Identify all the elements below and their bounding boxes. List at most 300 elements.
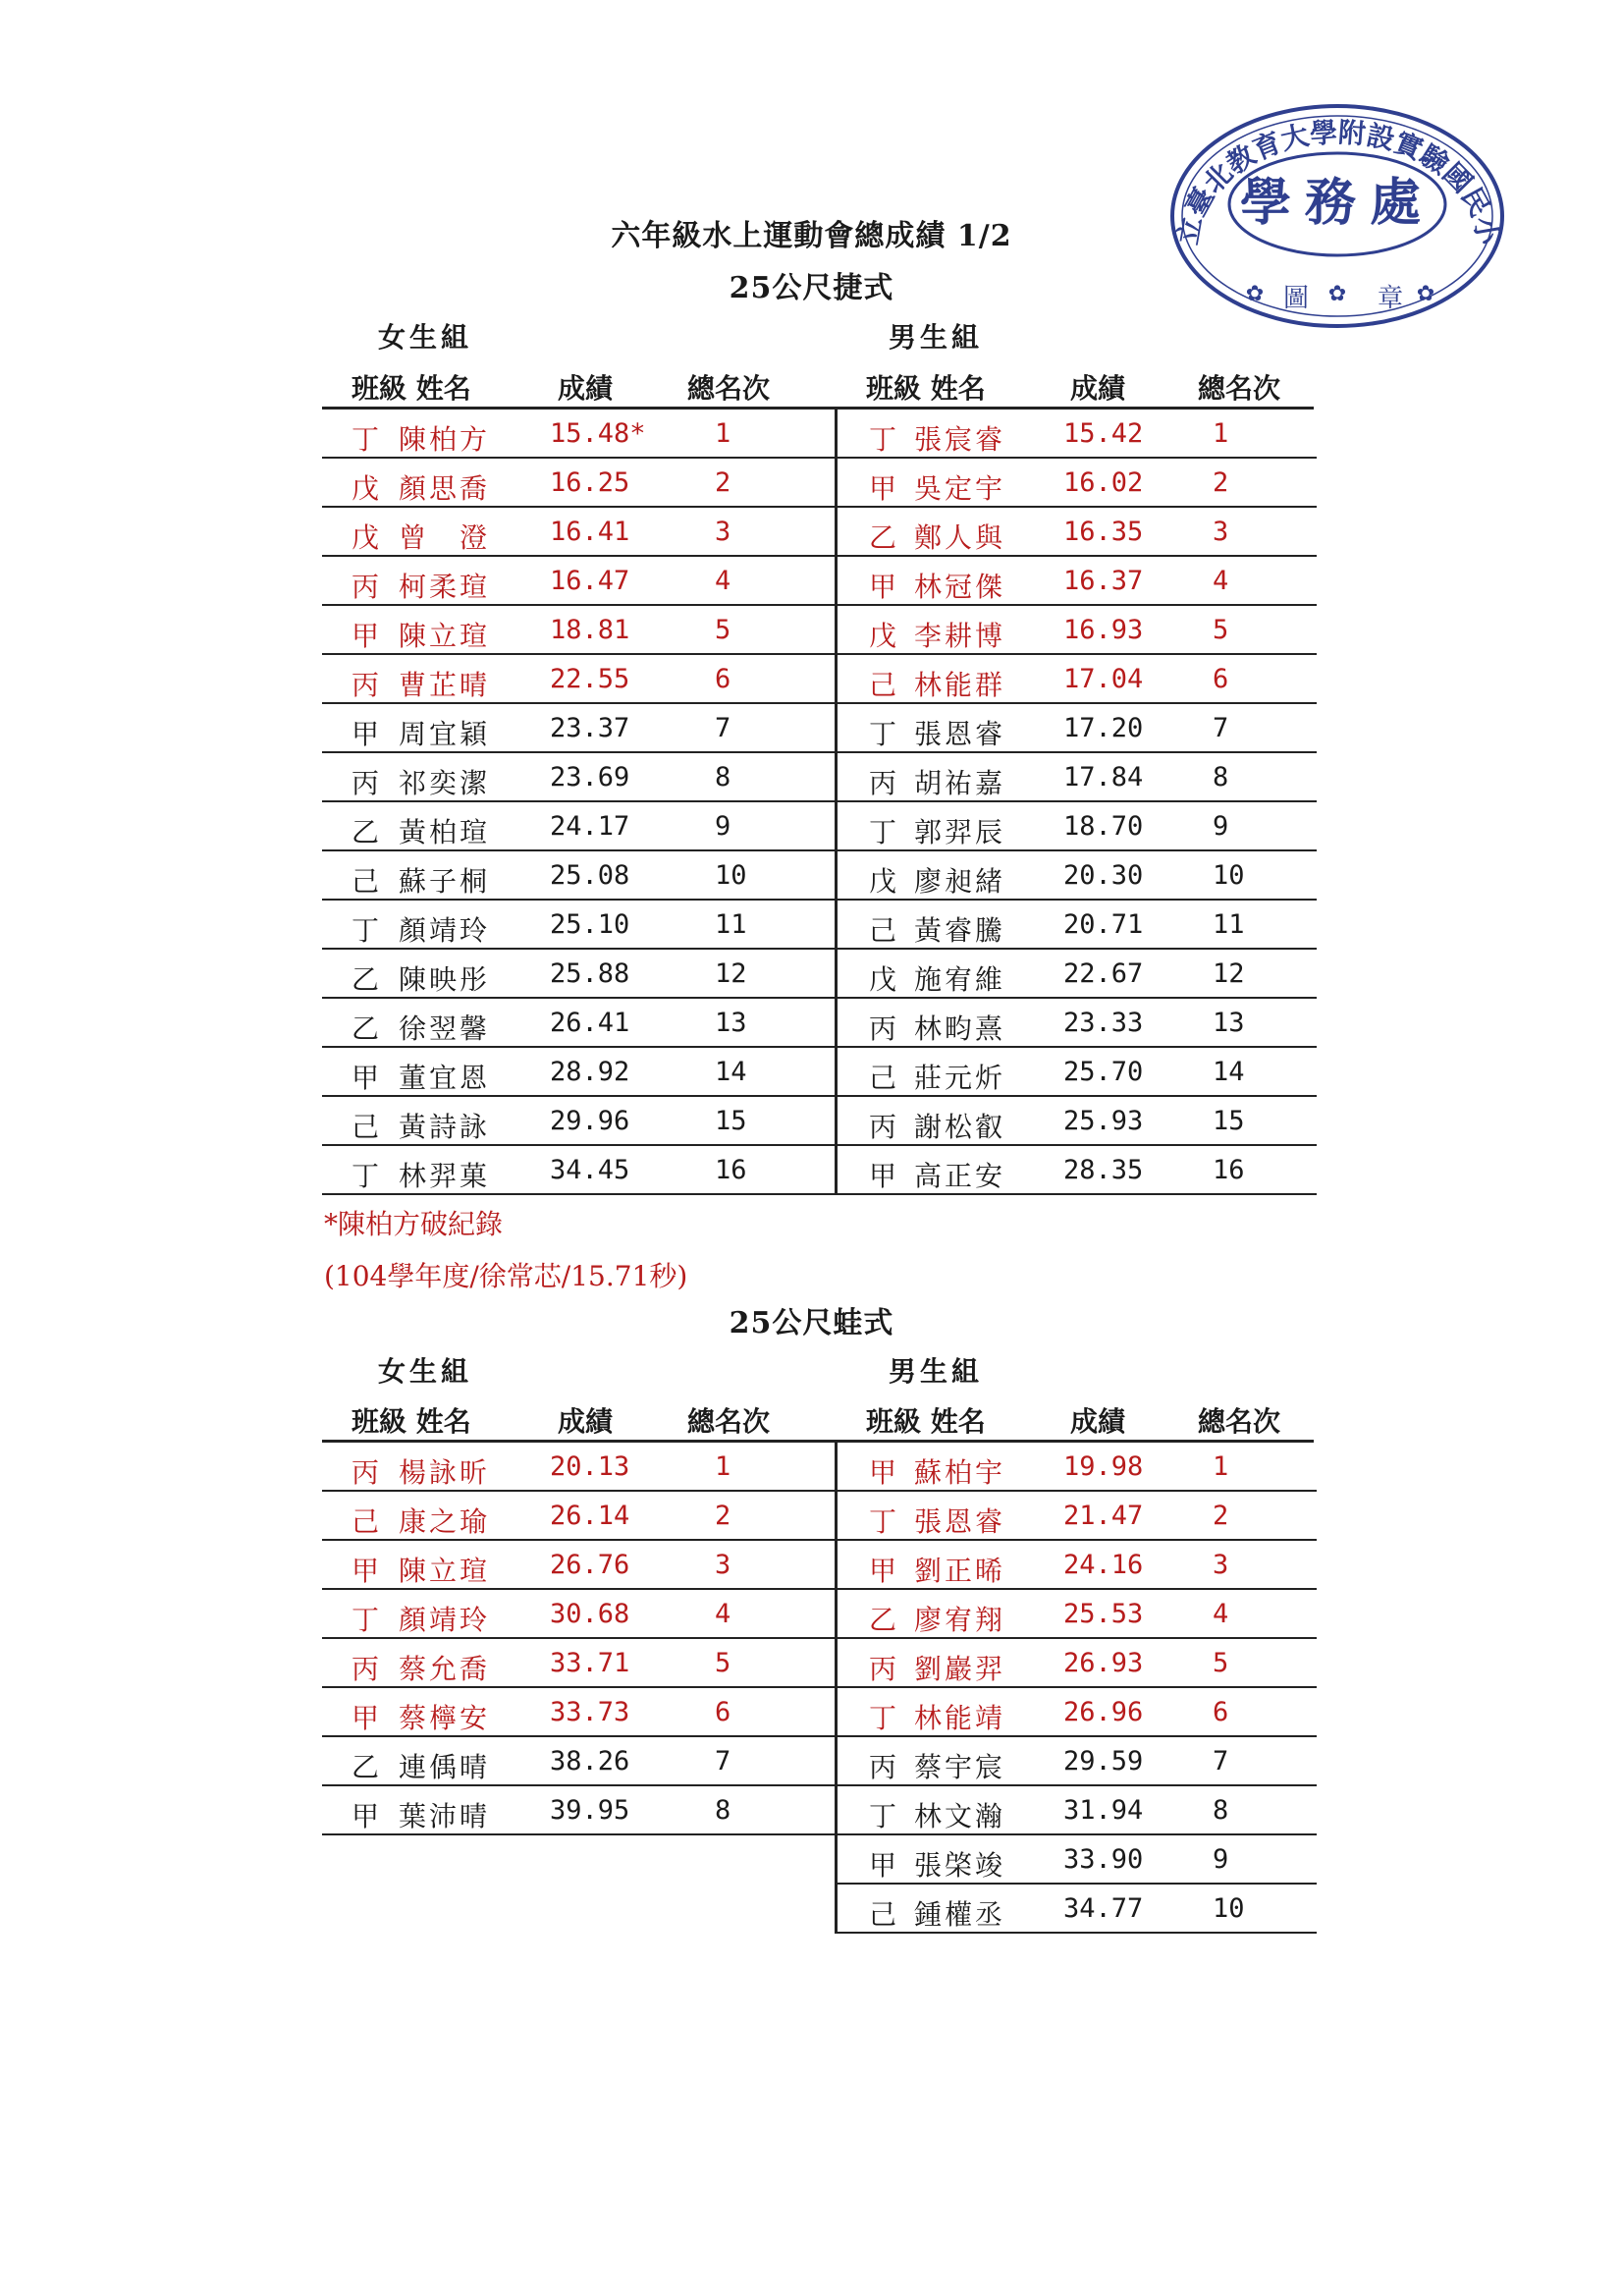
score-cell: 20.30	[1063, 860, 1144, 891]
girls-result	[322, 1737, 835, 1786]
table-row	[322, 1146, 1314, 1195]
student-name-cell: 廖宥翔	[914, 1604, 1006, 1636]
score-cell: 22.55	[550, 664, 630, 694]
table-row	[322, 999, 1314, 1048]
score-cell: 20.13	[550, 1451, 630, 1482]
rank-cell: 7	[1213, 1746, 1229, 1777]
table-body	[322, 1443, 1314, 1934]
score-header: 成績	[558, 372, 614, 405]
table-row	[322, 508, 1314, 557]
student-name-cell: 康之瑜	[399, 1505, 491, 1538]
class-cell: 丙	[352, 669, 380, 701]
rank-cell: 12	[1213, 958, 1245, 989]
score-cell: 20.71	[1063, 909, 1144, 940]
student-name-cell: 蔡允喬	[399, 1653, 491, 1685]
section-title-freestyle: 25公尺捷式	[729, 271, 894, 305]
student-name-cell: 陳立瑄	[399, 620, 491, 652]
seal-bottom-right-text: 章	[1377, 284, 1404, 313]
score-cell: 22.67	[1063, 958, 1144, 989]
girls-result	[322, 999, 835, 1048]
rank-cell: 8	[715, 1795, 731, 1826]
boys-result	[835, 1492, 1317, 1541]
class-cell: 戊	[869, 963, 897, 996]
rank-cell: 2	[715, 467, 731, 498]
student-name-cell: 張恩睿	[914, 1505, 1006, 1538]
score-cell: 17.04	[1063, 664, 1144, 694]
score-cell: 24.17	[550, 811, 630, 842]
class-cell: 甲	[352, 620, 380, 652]
student-name-cell: 祁奕潔	[399, 767, 491, 799]
student-name-cell: 林冠傑	[914, 571, 1006, 603]
student-name-cell: 顏靖玲	[399, 1604, 491, 1636]
student-name-cell: 曹芷晴	[399, 669, 491, 701]
rank-header: 總名次	[687, 1405, 771, 1438]
student-name-cell: 張恩睿	[914, 718, 1006, 750]
score-cell: 18.70	[1063, 811, 1144, 842]
rank-cell: 15	[715, 1106, 747, 1136]
rank-cell: 9	[715, 811, 731, 842]
rank-cell: 10	[1213, 1893, 1245, 1924]
table-row	[322, 410, 1314, 459]
class-cell: 乙	[869, 521, 897, 554]
seal-center-text: 學務處	[1239, 173, 1435, 233]
table-row	[322, 1737, 1314, 1786]
boys-result	[835, 1786, 1317, 1835]
rank-cell: 4	[715, 1599, 731, 1629]
boys-result	[835, 901, 1317, 950]
rank-cell: 9	[1213, 811, 1229, 842]
girls-result	[322, 802, 835, 851]
table-body	[322, 410, 1314, 1195]
rank-cell: 10	[1213, 860, 1245, 891]
score-header: 成績	[1070, 1405, 1126, 1438]
rank-header: 總名次	[1198, 1405, 1281, 1438]
table-row	[322, 753, 1314, 802]
student-name-cell: 顏靖玲	[399, 914, 491, 947]
table-row	[322, 1443, 1314, 1492]
section-title-breaststroke: 25公尺蛙式	[729, 1306, 894, 1340]
boys-result	[835, 459, 1317, 508]
class-cell: 丁	[869, 423, 897, 456]
student-name-cell: 林畇熹	[914, 1012, 1006, 1045]
class-cell: 丙	[352, 767, 380, 799]
boys-result	[835, 802, 1317, 851]
rank-cell: 3	[715, 1550, 731, 1580]
boys-result	[835, 410, 1317, 459]
girls-result	[322, 1097, 835, 1146]
girls-result	[322, 655, 835, 704]
class-cell: 乙	[352, 816, 380, 848]
boys-result	[835, 999, 1317, 1048]
rank-cell: 1	[1213, 418, 1229, 449]
student-name-cell: 鍾權丞	[914, 1898, 1006, 1931]
rank-cell: 6	[1213, 664, 1229, 694]
seal-flower-icon: ✿	[1416, 282, 1435, 306]
student-name-cell: 劉正晞	[914, 1555, 1006, 1587]
girls-result	[322, 851, 835, 901]
rank-cell: 7	[1213, 713, 1229, 743]
rank-cell: 11	[715, 909, 747, 940]
rank-cell: 13	[1213, 1008, 1245, 1038]
class-name-header: 班級 姓名	[866, 1405, 986, 1438]
seal-flower-icon: ✿	[1245, 282, 1265, 306]
student-name-cell: 黃詩詠	[399, 1111, 491, 1143]
class-cell: 甲	[352, 1702, 380, 1734]
student-name-cell: 林能靖	[914, 1702, 1006, 1734]
boys-result	[835, 606, 1317, 655]
girls-result	[322, 1541, 835, 1590]
score-cell: 16.37	[1063, 566, 1144, 596]
girls-result	[322, 1492, 835, 1541]
score-cell: 28.92	[550, 1057, 630, 1087]
score-cell: 26.96	[1063, 1697, 1144, 1727]
boys-result	[835, 1885, 1317, 1934]
class-cell: 戊	[869, 865, 897, 898]
class-cell: 丁	[869, 1800, 897, 1832]
score-cell: 25.10	[550, 909, 630, 940]
rank-cell: 13	[715, 1008, 747, 1038]
student-name-cell: 廖昶緒	[914, 865, 1006, 898]
score-cell: 16.41	[550, 517, 630, 547]
score-cell: 23.69	[550, 762, 630, 793]
score-cell: 21.47	[1063, 1501, 1144, 1531]
class-cell: 丁	[352, 1160, 380, 1192]
results-table-freestyle	[322, 361, 1314, 1195]
score-cell: 25.88	[550, 958, 630, 989]
student-name-cell: 黃柏瑄	[399, 816, 491, 848]
record-note: *陳柏方破紀錄	[324, 1208, 504, 1240]
class-cell: 乙	[352, 963, 380, 996]
class-cell: 己	[869, 914, 897, 947]
student-name-cell: 陳柏方	[399, 423, 491, 456]
student-name-cell: 連偊晴	[399, 1751, 491, 1783]
class-cell: 甲	[869, 1555, 897, 1587]
student-name-cell: 林能群	[914, 669, 1006, 701]
student-name-cell: 楊詠昕	[399, 1456, 491, 1489]
class-cell: 戊	[352, 472, 380, 505]
score-cell: 38.26	[550, 1746, 630, 1777]
student-name-cell: 李耕博	[914, 620, 1006, 652]
student-name-cell: 莊元炘	[914, 1062, 1006, 1094]
class-cell: 丁	[869, 1505, 897, 1538]
class-cell: 甲	[352, 1062, 380, 1094]
table-row	[322, 557, 1314, 606]
score-cell: 34.77	[1063, 1893, 1144, 1924]
seal-flower-icon: ✿	[1327, 282, 1347, 306]
student-name-cell: 曾 澄	[399, 521, 491, 554]
table-row	[322, 1048, 1314, 1097]
table-row	[322, 1541, 1314, 1590]
score-cell: 16.02	[1063, 467, 1144, 498]
table-row	[322, 1885, 1314, 1934]
class-cell: 丙	[869, 1653, 897, 1685]
boys-result	[835, 1590, 1317, 1639]
girls-result	[322, 557, 835, 606]
score-cell: 28.35	[1063, 1155, 1144, 1185]
table-header	[322, 1394, 1314, 1443]
rank-cell: 7	[715, 1746, 731, 1777]
table-row	[322, 1590, 1314, 1639]
student-name-cell: 張宸睿	[914, 423, 1006, 456]
table-row	[322, 802, 1314, 851]
boys-result	[835, 655, 1317, 704]
score-cell: 15.42	[1063, 418, 1144, 449]
class-cell: 丁	[869, 718, 897, 750]
student-name-cell: 胡祐嘉	[914, 767, 1006, 799]
score-cell: 26.41	[550, 1008, 630, 1038]
score-cell: 29.96	[550, 1106, 630, 1136]
rank-cell: 16	[715, 1155, 747, 1185]
rank-cell: 7	[715, 713, 731, 743]
class-cell: 丙	[869, 1111, 897, 1143]
score-cell: 16.35	[1063, 517, 1144, 547]
rank-cell: 6	[715, 1697, 731, 1727]
rank-cell: 11	[1213, 909, 1245, 940]
class-cell: 甲	[869, 472, 897, 505]
class-cell: 己	[352, 1505, 380, 1538]
score-cell: 31.94	[1063, 1795, 1144, 1826]
boys-result	[835, 1443, 1317, 1492]
girls-result	[322, 1688, 835, 1737]
student-name-cell: 葉沛晴	[399, 1800, 491, 1832]
score-cell: 23.33	[1063, 1008, 1144, 1038]
girls-result	[322, 459, 835, 508]
table-row	[322, 1835, 1314, 1885]
boys-result	[835, 1737, 1317, 1786]
rank-cell: 5	[1213, 1648, 1229, 1678]
student-name-cell: 蘇柏宇	[914, 1456, 1006, 1489]
boys-result	[835, 508, 1317, 557]
table-row	[322, 851, 1314, 901]
score-cell: 25.53	[1063, 1599, 1144, 1629]
rank-cell: 8	[715, 762, 731, 793]
student-name-cell: 林文瀚	[914, 1800, 1006, 1832]
rank-cell: 15	[1213, 1106, 1245, 1136]
girls-result	[322, 1146, 835, 1195]
student-name-cell: 柯柔瑄	[399, 571, 491, 603]
score-cell: 33.71	[550, 1648, 630, 1678]
class-cell: 甲	[869, 1849, 897, 1882]
student-name-cell: 黃睿騰	[914, 914, 1006, 947]
class-cell: 己	[352, 1111, 380, 1143]
rank-cell: 2	[1213, 467, 1229, 498]
previous-record-note: (104學年度/徐常芯/15.71秒)	[324, 1260, 688, 1292]
class-cell: 甲	[869, 1456, 897, 1489]
score-cell: 16.93	[1063, 615, 1144, 645]
rank-cell: 6	[715, 664, 731, 694]
girls-result	[322, 1443, 835, 1492]
class-cell: 戊	[869, 620, 897, 652]
score-cell: 18.81	[550, 615, 630, 645]
table-row	[322, 606, 1314, 655]
class-cell: 丙	[352, 571, 380, 603]
boys-group-label: 男生組	[889, 1355, 984, 1388]
boys-result	[835, 1097, 1317, 1146]
girls-result	[322, 753, 835, 802]
class-cell: 己	[869, 669, 897, 701]
table-row	[322, 950, 1314, 999]
score-cell: 33.73	[550, 1697, 630, 1727]
class-cell: 甲	[352, 718, 380, 750]
rank-cell: 9	[1213, 1844, 1229, 1875]
rank-cell: 4	[1213, 566, 1229, 596]
boys-result	[835, 557, 1317, 606]
class-cell: 乙	[352, 1751, 380, 1783]
class-cell: 己	[869, 1062, 897, 1094]
girls-result	[322, 704, 835, 753]
table-row	[322, 901, 1314, 950]
student-name-cell: 施宥維	[914, 963, 1006, 996]
class-cell: 丙	[352, 1456, 380, 1489]
score-cell: 16.47	[550, 566, 630, 596]
score-cell: 24.16	[1063, 1550, 1144, 1580]
rank-cell: 4	[1213, 1599, 1229, 1629]
boys-result	[835, 950, 1317, 999]
rank-cell: 16	[1213, 1155, 1245, 1185]
class-cell: 甲	[352, 1555, 380, 1587]
rank-cell: 8	[1213, 1795, 1229, 1826]
girls-result	[322, 901, 835, 950]
score-cell: 17.20	[1063, 713, 1144, 743]
rank-cell: 5	[1213, 615, 1229, 645]
rank-cell: 1	[1213, 1451, 1229, 1482]
score-cell: 19.98	[1063, 1451, 1144, 1482]
student-name-cell: 林羿菓	[399, 1160, 491, 1192]
girls-result	[322, 508, 835, 557]
score-cell: 33.90	[1063, 1844, 1144, 1875]
student-name-cell: 蔡檸安	[399, 1702, 491, 1734]
score-cell: 26.14	[550, 1501, 630, 1531]
table-row	[322, 1097, 1314, 1146]
class-name-header: 班級 姓名	[352, 372, 471, 405]
girls-result	[322, 950, 835, 999]
empty-cell	[322, 1835, 835, 1883]
table-row	[322, 459, 1314, 508]
rank-cell: 3	[1213, 1550, 1229, 1580]
girls-result	[322, 606, 835, 655]
empty-cell	[322, 1885, 835, 1932]
rank-cell: 3	[715, 517, 731, 547]
results-table-breaststroke	[322, 1394, 1314, 1934]
class-cell: 甲	[869, 1160, 897, 1192]
rank-cell: 5	[715, 1648, 731, 1678]
score-cell: 26.76	[550, 1550, 630, 1580]
boys-result	[835, 1639, 1317, 1688]
class-cell: 丁	[352, 914, 380, 947]
score-cell: 25.93	[1063, 1106, 1144, 1136]
score-cell: 25.08	[550, 860, 630, 891]
rank-cell: 12	[715, 958, 747, 989]
class-name-header: 班級 姓名	[866, 372, 986, 405]
student-name-cell: 徐翌馨	[399, 1012, 491, 1045]
rank-cell: 2	[1213, 1501, 1229, 1531]
score-cell: 29.59	[1063, 1746, 1144, 1777]
table-row	[322, 1492, 1314, 1541]
boys-group-label: 男生組	[889, 321, 984, 354]
student-name-cell: 吳定宇	[914, 472, 1006, 505]
girls-result	[322, 1639, 835, 1688]
class-cell: 丙	[352, 1653, 380, 1685]
rank-cell: 14	[715, 1057, 747, 1087]
rank-header: 總名次	[687, 372, 771, 405]
girls-group-label: 女生組	[378, 1355, 473, 1388]
rank-header: 總名次	[1198, 372, 1281, 405]
class-cell: 丙	[869, 767, 897, 799]
girls-group-label: 女生組	[378, 321, 473, 354]
class-cell: 乙	[352, 1012, 380, 1045]
rank-cell: 4	[715, 566, 731, 596]
class-cell: 乙	[869, 1604, 897, 1636]
table-header	[322, 361, 1314, 410]
boys-result	[835, 1688, 1317, 1737]
class-cell: 丁	[869, 1702, 897, 1734]
student-name-cell: 高正安	[914, 1160, 1006, 1192]
score-header: 成績	[558, 1405, 614, 1438]
boys-result	[835, 1835, 1317, 1885]
class-cell: 丙	[869, 1012, 897, 1045]
student-name-cell: 蔡宇宸	[914, 1751, 1006, 1783]
rank-cell: 2	[715, 1501, 731, 1531]
class-cell: 甲	[352, 1800, 380, 1832]
class-cell: 甲	[869, 571, 897, 603]
class-cell: 丁	[352, 1604, 380, 1636]
student-name-cell: 陳映彤	[399, 963, 491, 996]
seal-bottom-left-text: 圖	[1282, 284, 1310, 313]
rank-cell: 14	[1213, 1057, 1245, 1087]
table-row	[322, 1786, 1314, 1835]
boys-result	[835, 753, 1317, 802]
rank-cell: 10	[715, 860, 747, 891]
score-header: 成績	[1070, 372, 1126, 405]
rank-cell: 8	[1213, 762, 1229, 793]
score-cell: 23.37	[550, 713, 630, 743]
score-cell: 39.95	[550, 1795, 630, 1826]
student-name-cell: 陳立瑄	[399, 1555, 491, 1587]
score-cell: 30.68	[550, 1599, 630, 1629]
class-cell: 己	[352, 865, 380, 898]
rank-cell: 1	[715, 1451, 731, 1482]
student-name-cell: 劉巖羿	[914, 1653, 1006, 1685]
boys-result	[835, 851, 1317, 901]
class-cell: 丙	[869, 1751, 897, 1783]
score-cell: 16.25	[550, 467, 630, 498]
boys-result	[835, 704, 1317, 753]
student-name-cell: 鄭人與	[914, 521, 1006, 554]
score-cell: 26.93	[1063, 1648, 1144, 1678]
score-cell: 15.48*	[550, 418, 646, 449]
girls-result	[322, 1786, 835, 1835]
boys-result	[835, 1146, 1317, 1195]
table-row	[322, 1639, 1314, 1688]
student-name-cell: 顏思喬	[399, 472, 491, 505]
student-name-cell: 張棨竣	[914, 1849, 1006, 1882]
student-name-cell: 周宜穎	[399, 718, 491, 750]
student-name-cell: 郭羿辰	[914, 816, 1006, 848]
rank-cell: 5	[715, 615, 731, 645]
seal-ring-text: 立臺北教育大學附設實驗國民小	[1171, 116, 1504, 247]
class-name-header: 班級 姓名	[352, 1405, 471, 1438]
girls-result	[322, 1048, 835, 1097]
class-cell: 丁	[352, 423, 380, 456]
girls-result	[322, 1590, 835, 1639]
boys-result	[835, 1048, 1317, 1097]
score-cell: 17.84	[1063, 762, 1144, 793]
table-row	[322, 704, 1314, 753]
boys-result	[835, 1541, 1317, 1590]
score-cell: 34.45	[550, 1155, 630, 1185]
rank-cell: 3	[1213, 517, 1229, 547]
student-name-cell: 蘇子桐	[399, 865, 491, 898]
